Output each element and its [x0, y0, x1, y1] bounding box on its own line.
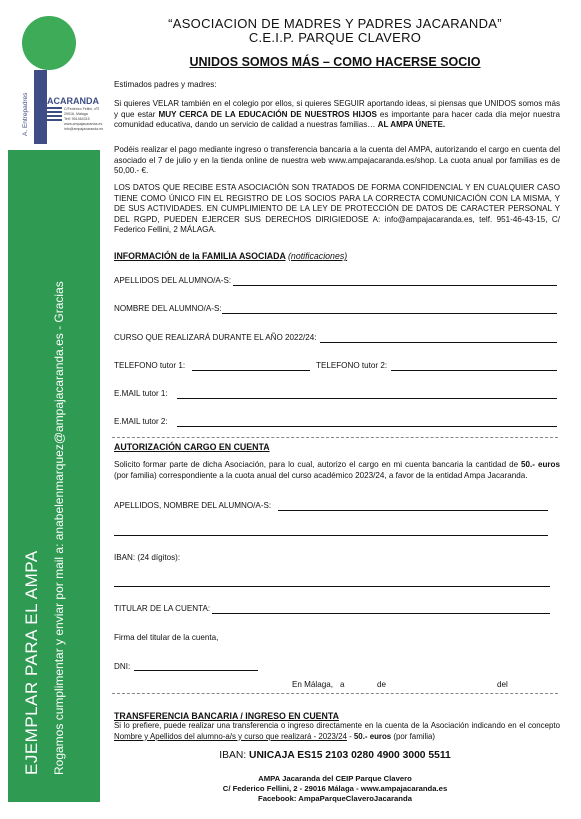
sidebar-green-band — [8, 150, 100, 802]
sidebar-vertical-subtitle: Rogamos cumplimentar y enviar por mail a: anabelenmarquez@ampajacaranda.es - Gracias — [52, 281, 66, 775]
email2-label: E.MAIL tutor 2: — [114, 417, 168, 426]
curso-label: CURSO QUE REALIZARÁ DURANTE EL AÑO 2022/24: — [114, 333, 317, 342]
auth-apellidos-field-2[interactable] — [114, 535, 548, 536]
tel2-label: TELEFONO tutor 2: — [316, 361, 388, 370]
date-a-label: a — [340, 680, 345, 689]
contact-line: 29016, Málaga — [64, 112, 88, 116]
logo-vertical-text: A. Entrepadres — [22, 92, 29, 136]
titular-field[interactable] — [212, 613, 550, 614]
date-de-label: de — [377, 680, 387, 689]
contact-line: info@ampajacaranda.es — [64, 127, 104, 131]
apellidos-field[interactable] — [233, 285, 557, 286]
transfer-heading: TRANSFERENCIA BANCARIA / INGRESO EN CUENTA — [114, 711, 339, 721]
auth-apellidos-field[interactable] — [278, 510, 548, 511]
firma-label: Firma del titular de la cuenta, — [114, 633, 219, 642]
contact-block — [64, 107, 104, 132]
transfer-concept: Nombre y Apellidos del alumno-a/s y curso que realizará - 2023/24 — [114, 731, 347, 741]
divider — [112, 693, 558, 694]
auth-apellidos-label: APELLIDOS, NOMBRE DEL ALUMNO/A-S: — [114, 501, 272, 510]
iban-line-label: IBAN: — [219, 750, 250, 761]
curso-field[interactable] — [320, 342, 557, 343]
logo-circle — [22, 16, 76, 70]
place-label: En Málaga, — [292, 680, 333, 689]
email1-label: E.MAIL tutor 1: — [114, 389, 168, 398]
sidebar-vertical-title: EJEMPLAR PARA EL AMPA — [22, 550, 41, 775]
auth-paragraph — [114, 460, 560, 481]
tel2-field[interactable] — [391, 370, 557, 371]
auth-text: (por familia) correspondiente a la cuota anual del curso académico 2023/24, a favor de la entidad Ampa Jacaranda. — [114, 470, 528, 480]
intro-highlight: MUY CERCA DE LA EDUCACIÓN DE NUESTROS HIJOS — [158, 109, 377, 119]
date-del-label: del — [497, 680, 508, 689]
brand-name: JACARANDA — [42, 96, 100, 106]
privacy-paragraph: LOS DATOS QUE RECIBE ESTA ASOCIACIÓN SON TRATADOS DE FORMA CONFIDENCIAL Y EN CUALQUIER CASO TIENE COMO ÚNICO FIN EL REGISTRO DE LOS SOCIOS PARA LA CORRECTA COMUNICACIÓN CON LA MISMA, Y DE SUS ACTIVIDADES. EN CUMPLIMIENTO DE LA LEY DE PROTECCIÓN DE DATOS DE CARACTER PERSONAL Y DEL RGPD, PUEDEN EJERCER SUS DERECHOS DIRIGIEDOSE A: info@ampajacaranda.es, telf. 951-46-43-15, C/ Federico Fellini, 2 MÁLAGA. — [114, 183, 560, 235]
iban-line-value: UNICAJA ES15 2103 0280 4900 3000 5511 — [249, 750, 451, 761]
iban-label: IBAN: (24 dígitos): — [114, 553, 181, 562]
transfer-text: Si lo prefiere, puede realizar una transferencia o ingreso directamente en la cuenta de la Asociación indicando en el concepto — [114, 721, 560, 730]
transfer-paragraph — [114, 721, 560, 742]
tel1-field[interactable] — [192, 370, 310, 371]
auth-heading: AUTORIZACIÓN CARGO EN CUENTA — [114, 442, 270, 452]
contact-line: Telf: 951464315 — [64, 117, 90, 121]
header-title: “ASOCIACION DE MADRES Y PADRES JACARANDA” — [168, 16, 502, 31]
nombre-field[interactable] — [222, 313, 557, 314]
tel1-label: TELEFONO tutor 1: — [114, 361, 186, 370]
intro-paragraph — [114, 99, 560, 131]
greeting: Estimados padres y madres: — [114, 80, 217, 89]
family-heading-note: (notificaciones) — [288, 251, 348, 261]
intro-text: es importante para hacer cada día mejor nuestra comunidad educativa, dando un servicio de calidad a nuestras familias… — [114, 109, 560, 130]
transfer-amount: 50.- euros — [353, 731, 392, 741]
apellidos-label: APELLIDOS DEL ALUMNO/A-S: — [114, 276, 232, 285]
intro-text: Si quieres VELAR también en el colegio por ellos, si quieres SEGUIR aportando ideas, si piensas que UNIDOS somos más y que estar — [114, 99, 560, 119]
logo-stripes — [42, 107, 62, 123]
footer-line-2: C/ Federico Fellini, 2 - 29016 Málaga - www.ampajacaranda.es — [222, 784, 448, 793]
footer-line-3: Facebook: AmpaParqueClaveroJacaranda — [258, 794, 412, 803]
transfer-text: (por familia) — [391, 731, 436, 741]
header-school: C.E.I.P. PARQUE CLAVERO — [248, 30, 422, 45]
sidebar-logo — [8, 8, 104, 150]
titular-label: TITULAR DE LA CUENTA: — [114, 604, 211, 613]
family-heading — [114, 251, 347, 261]
iban-field[interactable] — [114, 586, 550, 587]
payment-paragraph: Podéis realizar el pago mediante ingreso o transferencia bancaria a la cuenta del AMPA, autorizando el cargo en cuenta del asociado el 7 de julio y en la tienda online de nuestra web www.ampajacaranda.es/shop. La cuota anual por familias es de 50,00.- €. — [114, 145, 560, 176]
header-subtitle: UNIDOS SOMOS MÁS – COMO HACERSE SOCIO — [189, 55, 481, 69]
auth-text: Solicito formar parte de dicha Asociación, para lo cual, autorizo el cargo en mi cuenta bancaria la cantidad de — [114, 460, 522, 469]
auth-amount: 50.- euros — [521, 460, 560, 469]
contact-line: C/Federico Fellini, nº2 — [64, 107, 100, 111]
email1-field[interactable] — [177, 398, 557, 399]
intro-call-to-action: AL AMPA ÚNETE. — [377, 120, 446, 130]
dni-field[interactable] — [134, 670, 258, 671]
dni-label: DNI: — [114, 662, 131, 671]
contact-line: www.ampajacaranda.es — [64, 122, 103, 126]
transfer-text: - — [346, 731, 354, 741]
iban-line — [100, 750, 570, 761]
footer-line-1: AMPA Jacaranda del CEIP Parque Clavero — [258, 774, 412, 783]
family-heading-text: INFORMACIÓN de la FAMILIA ASOCIADA — [114, 251, 286, 261]
divider — [112, 437, 558, 438]
email2-field[interactable] — [177, 426, 557, 427]
nombre-label: NOMBRE DEL ALUMNO/A-S: — [114, 304, 222, 313]
